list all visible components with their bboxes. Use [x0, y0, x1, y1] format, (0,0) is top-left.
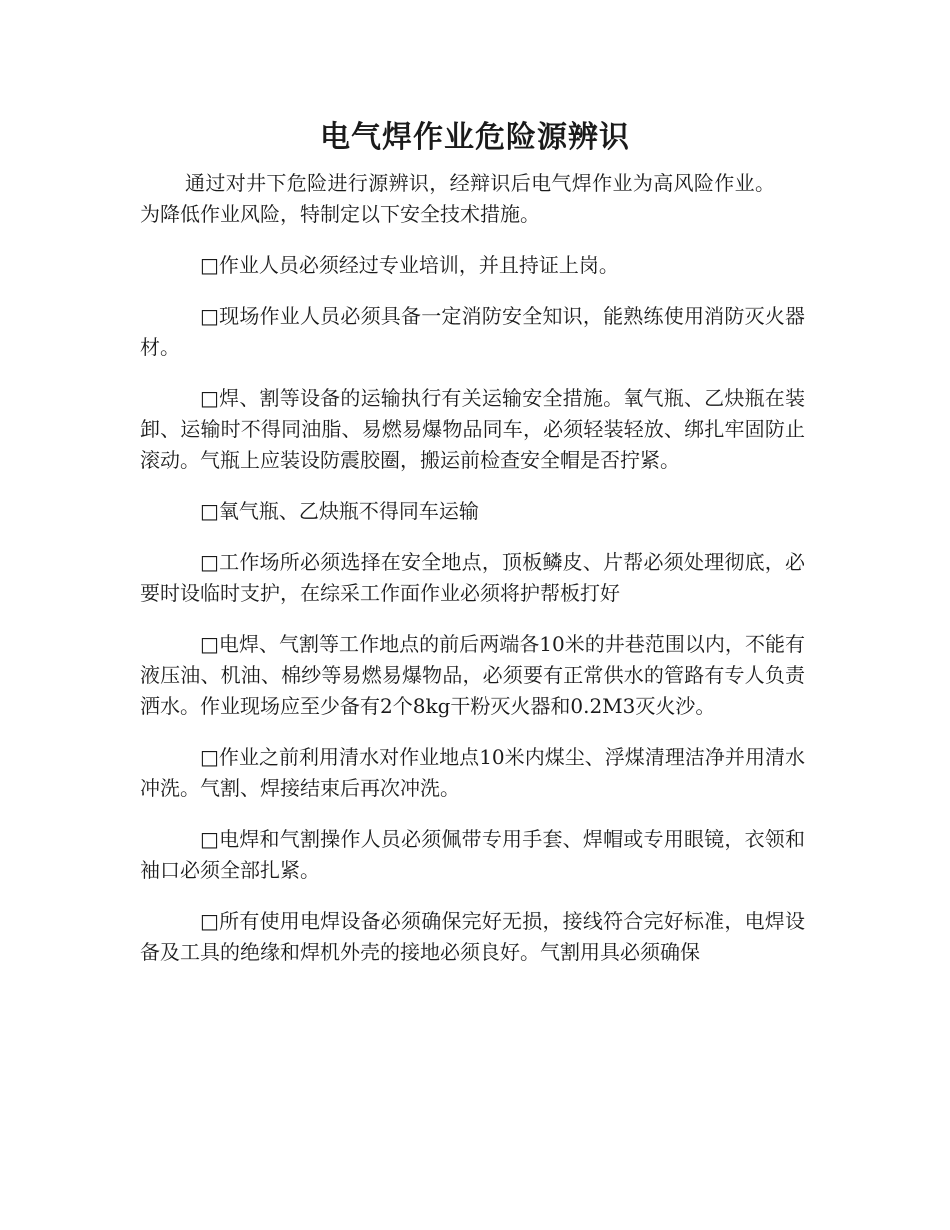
measure-item: □电焊和气割操作人员必须佩带专用手套、焊帽或专用眼镜，衣领和袖口必须全部扎紧。: [140, 827, 805, 882]
measure-item: □氧气瓶、乙炔瓶不得同车运输: [200, 499, 479, 523]
measure-item: □所有使用电焊设备必须确保完好无损，接线符合完好标准，电焊设备及工具的绝缘和焊机外壳的接地必须良好。气割用具必须确保: [140, 909, 805, 964]
measure-item: □现场作业人员必须具备一定消防安全知识，能熟练使用消防灭火器材。: [140, 304, 805, 359]
document-title: 电气焊作业危险源辨识: [320, 120, 630, 155]
intro-paragraph: 通过对井下危险进行源辨识，经辩识后电气焊作业为高风险作业。为降低作业风险，特制定以下安全技术措施。: [140, 171, 775, 226]
measure-item: □作业人员必须经过专业培训，并且持证上岗。: [200, 253, 619, 277]
measure-item: □作业之前利用清水对作业地点10米内煤尘、浮煤清理洁净并用清水冲洗。气割、焊接结束后再次冲洗。: [140, 745, 805, 800]
measure-item: □工作场所必须选择在安全地点，顶板鳞皮、片帮必须处理彻底，必要时设临时支护，在综采工作面作业必须将护帮板打好: [140, 550, 805, 605]
document-body: [140, 168, 805, 968]
measure-item: □电焊、气割等工作地点的前后两端各10米的井巷范围以内，不能有液压油、机油、棉纱等易燃易爆物品，必须要有正常供水的管路有专人负责洒水。作业现场应至少备有2个8kg干粉灭火器和0.2M3灭火沙。: [140, 632, 805, 718]
measure-item: □焊、割等设备的运输执行有关运输安全措施。氧气瓶、乙炔瓶在装卸、运输时不得同油脂、易燃易爆物品同车，必须轻装轻放、绑扎牢固防止滚动。气瓶上应装设防震胶圈，搬运前检查安全帽是否拧紧。: [140, 386, 805, 472]
measure-list: [140, 250, 805, 968]
